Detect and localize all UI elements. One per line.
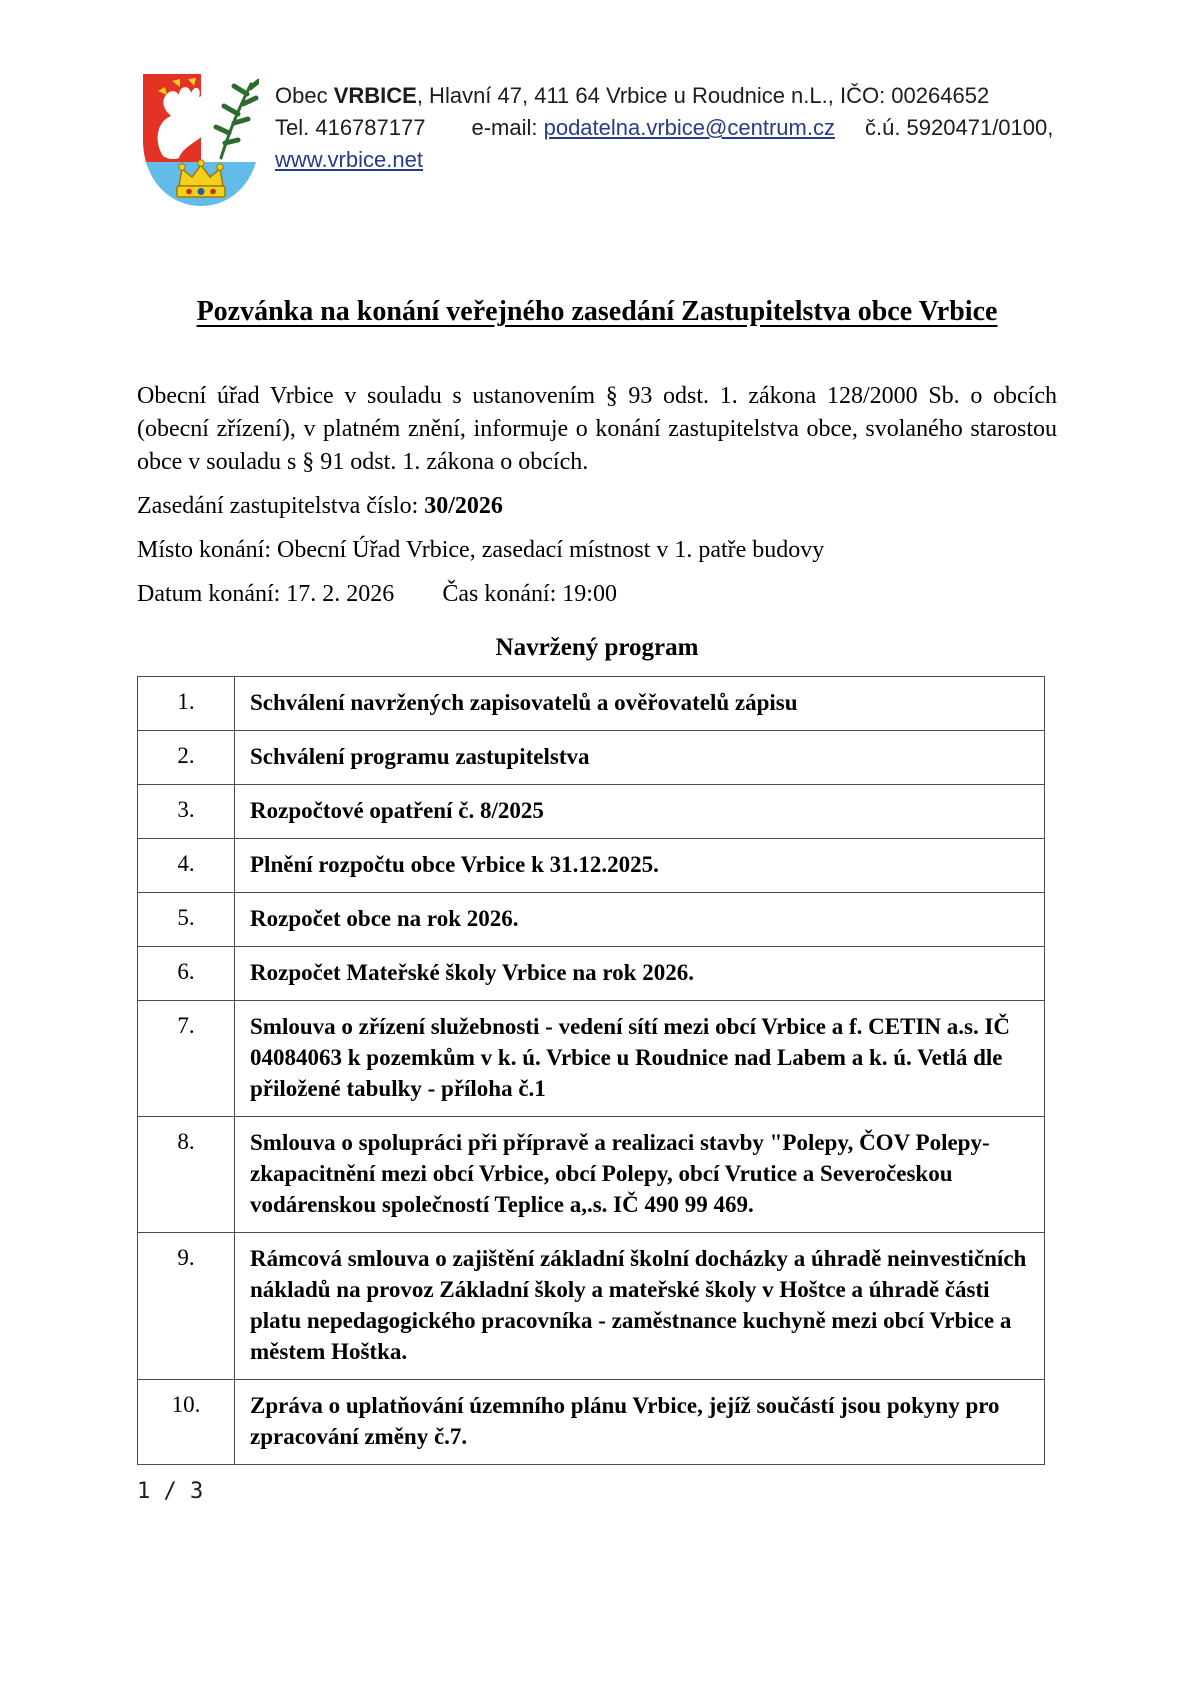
agenda-row xyxy=(138,1001,1045,1117)
org-name: VRBICE xyxy=(333,83,417,108)
agenda-row xyxy=(138,1380,1045,1465)
agenda-item-text: Schválení programu zastupitelstva xyxy=(235,731,1045,785)
agenda-item-number: 3. xyxy=(138,785,235,839)
agenda-item-text: Schválení navržených zapisovatelů a ověřovatelů zápisu xyxy=(235,677,1045,731)
email-link[interactable]: podatelna.vrbice@centrum.cz xyxy=(543,115,835,140)
org-prefix: Obec xyxy=(275,83,334,108)
crown-icon xyxy=(177,160,225,197)
agenda-item-number: 10. xyxy=(138,1380,235,1465)
org-address-line xyxy=(275,80,1053,112)
agenda-row xyxy=(138,785,1045,839)
page-number: 1 / 3 xyxy=(137,1479,204,1504)
datetime-line xyxy=(137,578,1057,611)
intro-paragraph: Obecní úřad Vrbice v souladu s ustanovením § 93 odst. 1. zákona 128/2000 Sb. o obcích (obecní zřízení), v platném znění, informuje o konání zastupitelstva obce, svolaného starostou obce v souladu s § 91 odst. 1. zákona o obcích. xyxy=(137,383,1057,475)
document-body xyxy=(137,296,1057,1465)
vrbice-coat-of-arms-icon xyxy=(137,70,265,210)
agenda-row xyxy=(138,677,1045,731)
agenda-row xyxy=(138,839,1045,893)
org-address: , Hlavní 47, 411 64 Vrbice u Roudnice n.L., IČO: 00264652 xyxy=(416,83,990,108)
agenda-item-number: 9. xyxy=(138,1233,235,1380)
agenda-row xyxy=(138,947,1045,1001)
agenda-item-text: Rozpočtové opatření č. 8/2025 xyxy=(235,785,1045,839)
session-number-value: 30/2026 xyxy=(424,493,503,519)
email-label: e-mail: xyxy=(471,115,544,140)
agenda-item-number: 4. xyxy=(138,839,235,893)
phone-number: Tel. 416787177 xyxy=(275,115,426,140)
letterhead xyxy=(0,0,1191,210)
time-value: Čas konání: 19:00 xyxy=(442,581,617,607)
website-link[interactable]: www.vrbice.net xyxy=(275,147,423,172)
letterhead-text xyxy=(275,70,1053,176)
agenda-item-number: 5. xyxy=(138,893,235,947)
agenda-row xyxy=(138,731,1045,785)
agenda-item-number: 1. xyxy=(138,677,235,731)
org-website-line xyxy=(275,144,1053,176)
agenda-item-text: Smlouva o spolupráci při přípravě a realizaci stavby "Polepy, ČOV Polepy-zkapacitnění mezi obcí Vrbice, obcí Polepy, obcí Vrutice a Severočeskou vodárenskou společností Teplice a,.s. IČ 490 99 469. xyxy=(235,1117,1045,1233)
org-contact-line xyxy=(275,112,1053,144)
agenda-item-text: Rozpočet Mateřské školy Vrbice na rok 2026. xyxy=(235,947,1045,1001)
agenda-item-number: 8. xyxy=(138,1117,235,1233)
agenda-row xyxy=(138,1233,1045,1380)
program-heading: Navržený program xyxy=(495,634,699,661)
agenda-item-text: Rámcová smlouva o zajištění základní školní docházky a úhradě neinvestičních nákladů na provoz Základní školy a mateřské školy v Hoštce a úhradě části platu nepedagogického pracovníka - zaměstnance kuchyně mezi obcí Vrbice a městem Hoštka. xyxy=(235,1233,1045,1380)
agenda-table xyxy=(137,676,1045,1465)
agenda-item-number: 6. xyxy=(138,947,235,1001)
date-value: Datum konání: 17. 2. 2026 xyxy=(137,581,395,607)
agenda-row xyxy=(138,1117,1045,1233)
agenda-item-number: 2. xyxy=(138,731,235,785)
session-number-label: Zasedání zastupitelstva číslo: xyxy=(137,493,425,519)
bank-account: č.ú. 5920471/0100, xyxy=(864,115,1054,140)
agenda-item-text: Rozpočet obce na rok 2026. xyxy=(235,893,1045,947)
agenda-item-text: Zpráva o uplatňování územního plánu Vrbice, jejíž součástí jsou pokyny pro zpracování změny č.7. xyxy=(235,1380,1045,1465)
agenda-row xyxy=(138,893,1045,947)
agenda-item-number: 7. xyxy=(138,1001,235,1117)
agenda-item-text: Plnění rozpočtu obce Vrbice k 31.12.2025. xyxy=(235,839,1045,893)
session-number-line xyxy=(137,490,1057,523)
venue-line: Místo konání: Obecní Úřad Vrbice, zasedací místnost v 1. patře budovy xyxy=(137,537,825,563)
agenda-item-text: Smlouva o zřízení služebnosti - vedení sítí mezi obcí Vrbice a f. CETIN a.s. IČ 04084063 k pozemkům v k. ú. Vrbice u Roudnice nad Labem a k. ú. Vetlá dle přiložené tabulky - příloha č.1 xyxy=(235,1001,1045,1117)
document-title: Pozvánka na konání veřejného zasedání Zastupitelstva obce Vrbice xyxy=(196,296,998,327)
